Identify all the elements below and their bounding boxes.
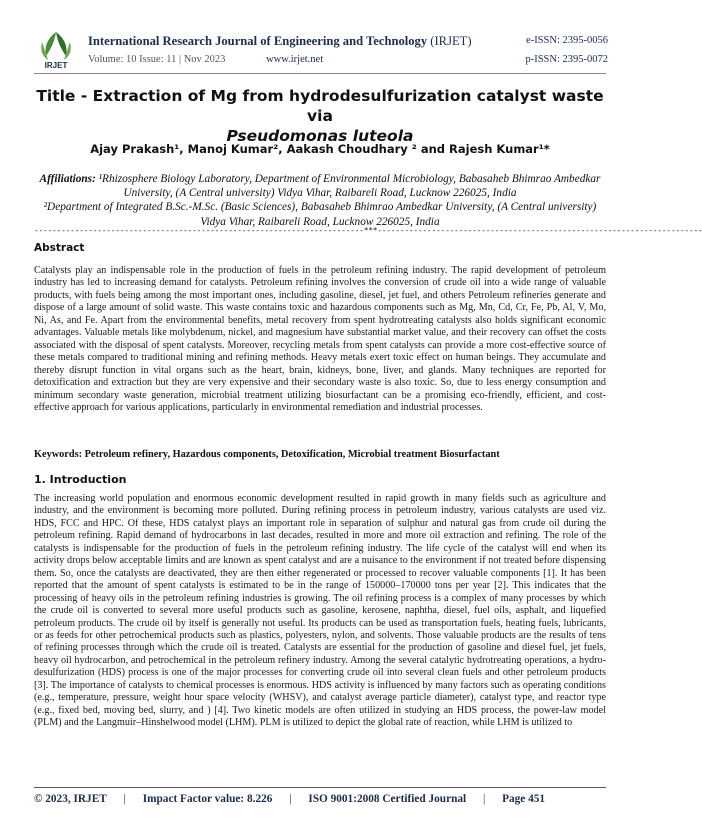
header-divider [34, 73, 606, 74]
irjet-logo [34, 30, 78, 70]
intro-heading: 1. Introduction [34, 473, 127, 486]
abstract-text: Catalysts play an indispensable role in the production of fuels in the petroleum refining industry. The rapid development of petroleum industry has led to increasing demand for catalysts. Petroleum refining involves the conversion of crude oil into a wide range of valuable products, with fuels being among the most important ones, including gasoline, diesel, jet fuel, and others Petroleum refineries generate and dispose of a large amount of solid waste. This waste contains toxic and hazardous components such as Mg, Mn, Cd, Cr, Fe, Pb, Al, V, Mo, Ni, As, and Fe. Apart from the environmental benefits, metal recovery from spent hydrotreating catalysts also holds significant economic advantages. Valuable metals like molybdenum, nickel, and magnesium have substantial market value, and their recovery can offset the costs associated with the disposal of spent catalysts. Moreover, recycling metals from spent catalysts can provide a more cost-effective source of these metals compared to traditional mining and refining methods. Heavy metals exert toxic effect on human beings. They accumulate and thereby disrupt function in vital organs such as the heart, brain, kidneys, bone, liver, and glands. Many techniques are reported for detoxification and extraction but they are very expensive and their secondary waste is also toxic. So, due to less energy consumption and minimum secondary waste generation, microbial treatment utilizing biosurfactant can be a promising eco-friendly, efficient, and cost-effective approach for various applications, particularly in environmental remediation and industrial processes. [34, 265, 606, 413]
footer-impact-factor: Impact Factor value: 8.226 [142, 793, 273, 805]
intro-text: The increasing world population and enormous economic development resulted in rapid growth in many fields such as agriculture and industry, and the environment is becoming more polluted. During refining process in petroleum industry, various catalysts are used viz. HDS, FCC and HPC. Of these, HDS catalyst plays an important role in separation of sulphur and natural gas from crude oil during the petroleum refining. Rapid demand of hydrocarbons in last decades, resulted in more and more oil extraction and refining. The role of the catalysts is indispensable for the production of fuels in the petroleum refining industry. The life cycle of the catalyst will end when its activity drops below acceptable limits and are known as spent catalyst and are a nuisance to the environment if not treated before dispensing them. So, once the catalysts are deactivated, they are then either regenerated or processed to recover valuable components [1]. It has been reported that the amount of spent catalysts is estimated to be in the range of 150000–170000 tons per year [2]. This indicates that the processing of heavy oils in the petroleum refining industries is growing. The oil refining process is a complex of many processes by which the crude oil is converted to several more useful products such as gasoline, kerosene, naphtha, diesel, fuel oils, asphalt, and liquefied petroleum products. The crude oil by itself is generally not useful. Its products can be used as transportation fuels, heating fuels, lubricants, or as feeds for other petrochemical products such as plastics, polyesters, nylon, and solvents. Those valuable products are the results of tens of refining processes through which the crude oil is treated. Catalysts are essential for the production of gasoline and diesel fuel, jet fuels, heavy oil hydrocarbon, and petrochemical in the petroleum refinery industry. Among the several catalytic hydrotreating operations, a hydro-desulfurization (HDS) process is one of the major processes for converting crude oil into several clean fuels and other petroleum products [3]. The importance of catalysts to chemical processes is enormous. HDS activity is influenced by many factors such as operating conditions (e.g., temperature, pressure, weight hour space velocity (WHSV), and catalyst average particle diameter), catalyst type, and reactor type (e.g., fixed bed, moving bed, slurry, and ) [4]. Two kinetic models are often utilized in studying an HDS process, the power-law model (PLM) and the Langmuir–Hinshelwood model (LHM). PLM is utilized to depict the global rate of reaction, while LHM is utilized to [34, 493, 606, 729]
journal-website-link[interactable]: www.irjet.net [266, 54, 324, 65]
section-separator: -------------------------------------------------------------------------***------------------------------------------------------------------------ [34, 226, 702, 235]
journal-header [34, 30, 608, 70]
paper-title [34, 86, 606, 146]
footer-page-number: Page 451 [502, 793, 546, 805]
footer-divider [34, 787, 606, 788]
title-line-2: Pseudomonas luteola [226, 127, 414, 145]
abstract-heading: Abstract [34, 242, 85, 254]
footer-iso: ISO 9001:2008 Certified Journal [308, 793, 467, 805]
volume-row [88, 54, 323, 65]
volume-issue: Volume: 10 Issue: 11 | Nov 2023 [88, 54, 226, 65]
footer-sep-2: | [289, 793, 292, 805]
author-list: Ajay Prakash¹, Manoj Kumar², Aakash Choudhary ² and Rajesh Kumar¹* [90, 142, 550, 156]
svg-text:IRJET: IRJET [44, 61, 68, 70]
affiliation-1 [34, 172, 606, 200]
keywords: Keywords: Petroleum refinery, Hazardous components, Detoxification, Microbial treatment Biosurfactant [34, 449, 500, 460]
journal-name [88, 34, 472, 49]
footer-sep-3: | [482, 793, 486, 805]
journal-name-text: International Research Journal of Engineering and Technology [88, 34, 428, 48]
journal-abbr: (IRJET) [430, 34, 472, 48]
page-footer [34, 793, 606, 805]
e-issn: e-ISSN: 2395-0056 [526, 35, 608, 46]
footer-sep-1: | [123, 793, 126, 805]
affiliation-1-text: ¹Rhizosphere Biology Laboratory, Department of Environmental Microbiology, Babasaheb Bhimrao Ambedkar University, (A Central university) Vidya Vihar, Raibareli Road, Lucknow 226025, India [98, 173, 601, 200]
affiliation-2: ²Department of Integrated B.Sc.-M.Sc. (Basic Sciences), Babasaheb Bhimrao Ambedkar University, (A Central university) Vidya Vihar, Raibareli Road, Lucknow 226025, India [43, 201, 597, 228]
footer-copyright: © 2023, IRJET [34, 793, 107, 805]
title-line-1: Title - Extraction of Mg from hydrodesulfurization catalyst waste via [36, 87, 604, 125]
p-issn: p-ISSN: 2395-0072 [525, 54, 608, 65]
affiliations-label: Affiliations: [39, 173, 96, 185]
affiliations [34, 172, 606, 229]
